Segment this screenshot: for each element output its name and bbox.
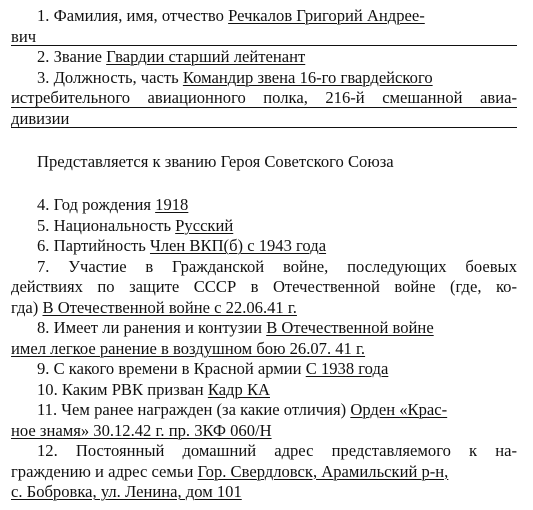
nomination-heading: Представляется к званию Героя Советского Союза xyxy=(37,152,394,171)
field-value: Орден «Крас- xyxy=(350,400,448,419)
field-value: С 1938 года xyxy=(305,359,389,378)
field-birth-year xyxy=(11,195,517,216)
field-value: В Отечественной войне с 22.06.41 г. xyxy=(42,297,297,317)
field-home-address-cont xyxy=(11,462,517,483)
field-label: 3. Должность, часть xyxy=(37,67,179,87)
field-label: 10. Каким РВК призван xyxy=(37,379,204,399)
field-value: Речкалов Григорий Андрее- xyxy=(228,6,425,25)
field-war-participation xyxy=(11,257,517,278)
field-value: дивизии xyxy=(11,108,70,128)
field-full-name-cont xyxy=(11,27,517,48)
field-value: с. Бобровка, ул. Ленина, дом 101 xyxy=(11,482,242,501)
field-value: Гвардии старший лейтенант xyxy=(106,47,306,66)
field-nationality xyxy=(11,216,517,237)
field-position-cont2 xyxy=(11,109,517,130)
field-value: Член ВКП(б) с 1943 года xyxy=(149,236,327,255)
field-position xyxy=(11,68,517,89)
field-label: 12. Постоянный домашний адрес представляемого к на- xyxy=(37,441,517,460)
field-label: 1. Фамилия, имя, отчество xyxy=(37,6,224,25)
field-value: истребительного авиационного полка, 216-й смешанной авиа- xyxy=(11,88,517,107)
field-label: действиях по защите СССР в Отечественной войне (где, ко- xyxy=(11,277,517,296)
field-rank xyxy=(11,47,517,68)
field-label: 2. Звание xyxy=(37,47,103,66)
field-home-address-cont2 xyxy=(11,482,517,503)
field-label: гда) xyxy=(11,297,39,317)
field-draft-office xyxy=(11,380,517,401)
field-value: вич xyxy=(11,26,37,46)
field-value: Гор. Свердловск, Арамильский р-н, xyxy=(197,461,449,481)
field-value: ное знамя» 30.12.42 г. пр. 3КФ 060/Н xyxy=(11,420,272,440)
field-party xyxy=(11,236,517,257)
field-value: Кадр КА xyxy=(207,379,270,399)
field-label: 7. Участие в Гражданской войне, последующих боевых xyxy=(37,256,517,276)
field-wounds-cont xyxy=(11,339,517,360)
field-previous-awards xyxy=(11,400,517,421)
field-previous-awards-cont xyxy=(11,421,517,442)
field-label: 4. Год рождения xyxy=(37,195,151,214)
field-value: В Отечественной войне xyxy=(266,318,434,337)
field-label: 5. Национальность xyxy=(37,215,172,235)
field-war-participation-cont2 xyxy=(11,298,517,319)
field-value: имел легкое ранение в воздушном бою 26.07. 41 г. xyxy=(11,338,366,358)
field-full-name xyxy=(11,6,517,27)
field-home-address xyxy=(11,441,517,462)
field-position-cont xyxy=(11,88,517,109)
field-value: Русский xyxy=(175,215,234,235)
field-army-since xyxy=(11,359,517,380)
award-form xyxy=(11,6,517,503)
field-label: 11. Чем ранее награжден (за какие отличия) xyxy=(37,400,347,419)
field-label: 6. Партийность xyxy=(37,236,146,255)
field-label: граждению и адрес семьи xyxy=(11,461,194,481)
field-label: 8. Имеет ли ранения и контузии xyxy=(37,318,263,337)
field-value: 1918 xyxy=(155,195,189,214)
field-wounds xyxy=(11,318,517,339)
field-value: Командир звена 16-го гвардейского xyxy=(182,67,433,87)
field-label: 9. С какого времени в Красной армии xyxy=(37,359,302,378)
field-war-participation-cont xyxy=(11,277,517,298)
